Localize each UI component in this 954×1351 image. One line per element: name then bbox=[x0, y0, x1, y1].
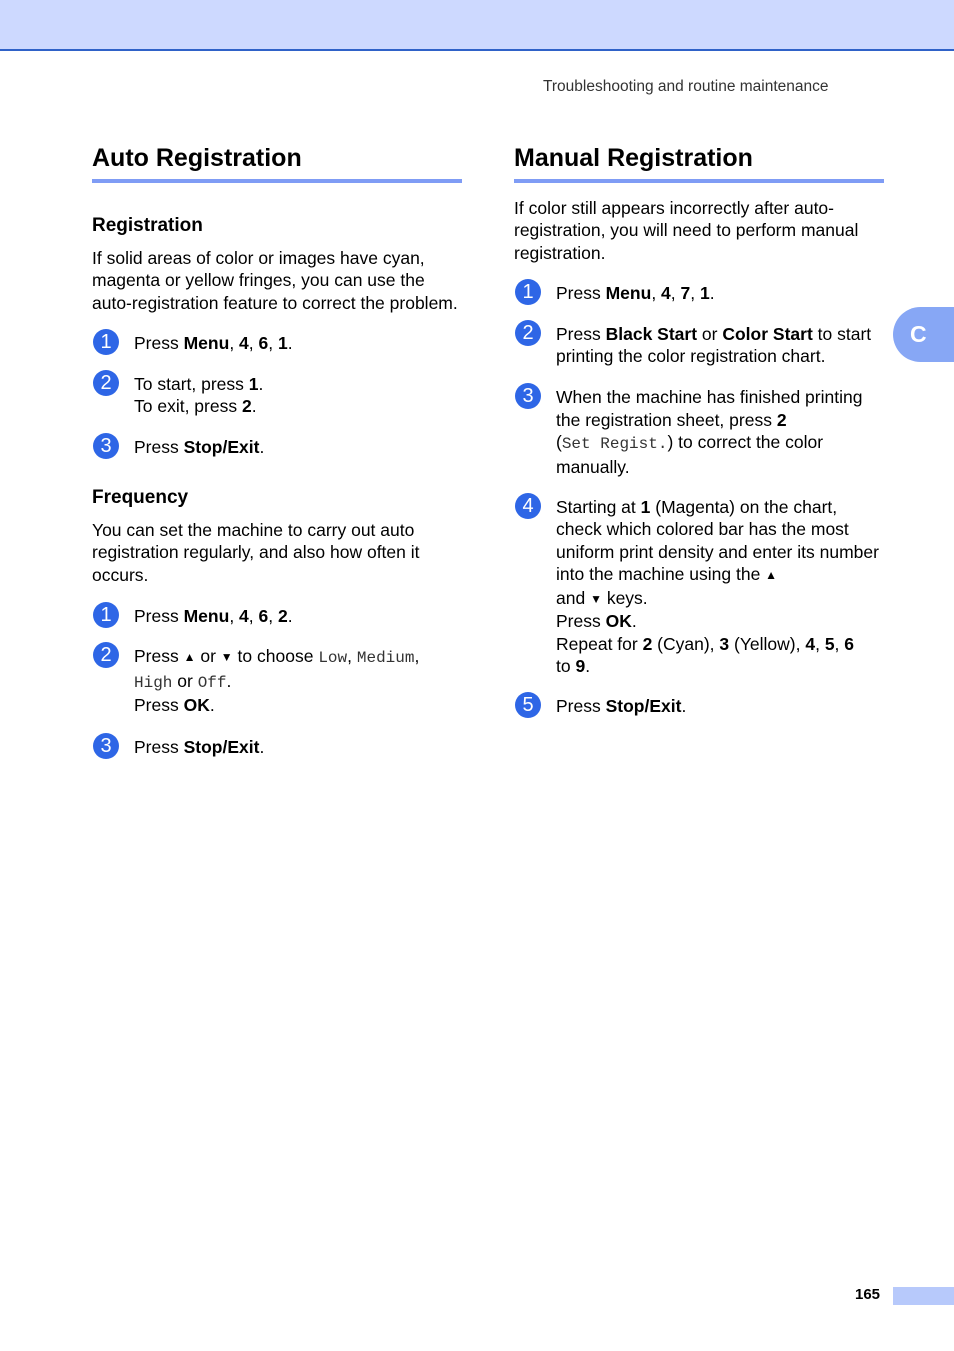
registration-step-1: 1 Press Menu, 4, 6, 1. bbox=[92, 332, 462, 354]
section-title-manual-registration: Manual Registration bbox=[514, 142, 884, 183]
step-number-badge: 2 bbox=[93, 370, 119, 396]
page-number: 165 bbox=[855, 1286, 881, 1303]
step-number-badge: 1 bbox=[93, 329, 119, 355]
step-number-badge: 2 bbox=[93, 642, 119, 668]
registration-intro: If solid areas of color or images have cyan, magenta or yellow fringes, you can use the auto-registration feature to correct the problem. bbox=[92, 248, 458, 313]
option-set-regist: Set Regist. bbox=[561, 435, 668, 454]
frequency-step-2: 2 Press ▲ or ▼ to choose Low, Medium, High or Off. Press OK. bbox=[92, 645, 462, 716]
option-off: Off bbox=[197, 673, 227, 692]
manual-step-5: 5 Press Stop/Exit. bbox=[514, 695, 884, 717]
option-low: Low bbox=[318, 649, 348, 668]
step-number-badge: 1 bbox=[515, 279, 541, 305]
up-arrow-icon: ▲ bbox=[765, 568, 778, 583]
manual-step-1: 1 Press Menu, 4, 7, 1. bbox=[514, 282, 884, 304]
step-number-badge: 3 bbox=[93, 733, 119, 759]
step-number-badge: 3 bbox=[515, 383, 541, 409]
step-number-badge: 2 bbox=[515, 320, 541, 346]
step-number-badge: 3 bbox=[93, 433, 119, 459]
option-high: High bbox=[134, 673, 173, 692]
right-column bbox=[514, 142, 884, 718]
registration-step-3: 3 Press Stop/Exit. bbox=[92, 436, 462, 458]
top-color-band bbox=[0, 0, 954, 51]
manual-step-2: 2 Press Black Start or Color Start to start printing the color registration chart. bbox=[514, 323, 884, 368]
step-number-badge: 1 bbox=[93, 602, 119, 628]
manual-intro: If color still appears incorrectly after auto-registration, you will need to perform manual registration. bbox=[514, 198, 859, 263]
left-column bbox=[92, 142, 462, 758]
up-arrow-icon: ▲ bbox=[183, 650, 196, 665]
manual-step-3: 3 When the machine has finished printing the registration sheet, press 2 (Set Regist.) to correct the color manually. bbox=[514, 386, 884, 478]
footer-color-bar bbox=[893, 1287, 954, 1305]
frequency-intro: You can set the machine to carry out auto registration regularly, and also how often it occurs. bbox=[92, 519, 420, 585]
running-header: Troubleshooting and routine maintenance bbox=[543, 78, 829, 95]
section-title-auto-registration: Auto Registration bbox=[92, 142, 462, 183]
frequency-step-1: 1 Press Menu, 4, 6, 2. bbox=[92, 605, 462, 627]
down-arrow-icon: ▼ bbox=[590, 591, 602, 606]
step-number-badge: 5 bbox=[515, 692, 541, 718]
step-number-badge: 4 bbox=[515, 493, 541, 519]
registration-step-2: 2 To start, press 1. To exit, press 2. bbox=[92, 373, 462, 418]
subheading-registration: Registration bbox=[92, 215, 203, 236]
subheading-frequency: Frequency bbox=[92, 486, 189, 508]
chapter-tab: C bbox=[893, 307, 954, 362]
down-arrow-icon: ▼ bbox=[220, 650, 233, 665]
manual-step-4: 4 Starting at 1 (Magenta) on the chart, check which colored bar has the most uniform print density and enter its number into the machine using the ▲ and ▼ keys. Press OK. Repeat for 2 (Cyan), 3 (Yellow), 4, 5, 6 to 9. bbox=[514, 496, 884, 677]
option-medium: Medium bbox=[356, 649, 415, 668]
frequency-step-3: 3 Press Stop/Exit. bbox=[92, 736, 462, 758]
